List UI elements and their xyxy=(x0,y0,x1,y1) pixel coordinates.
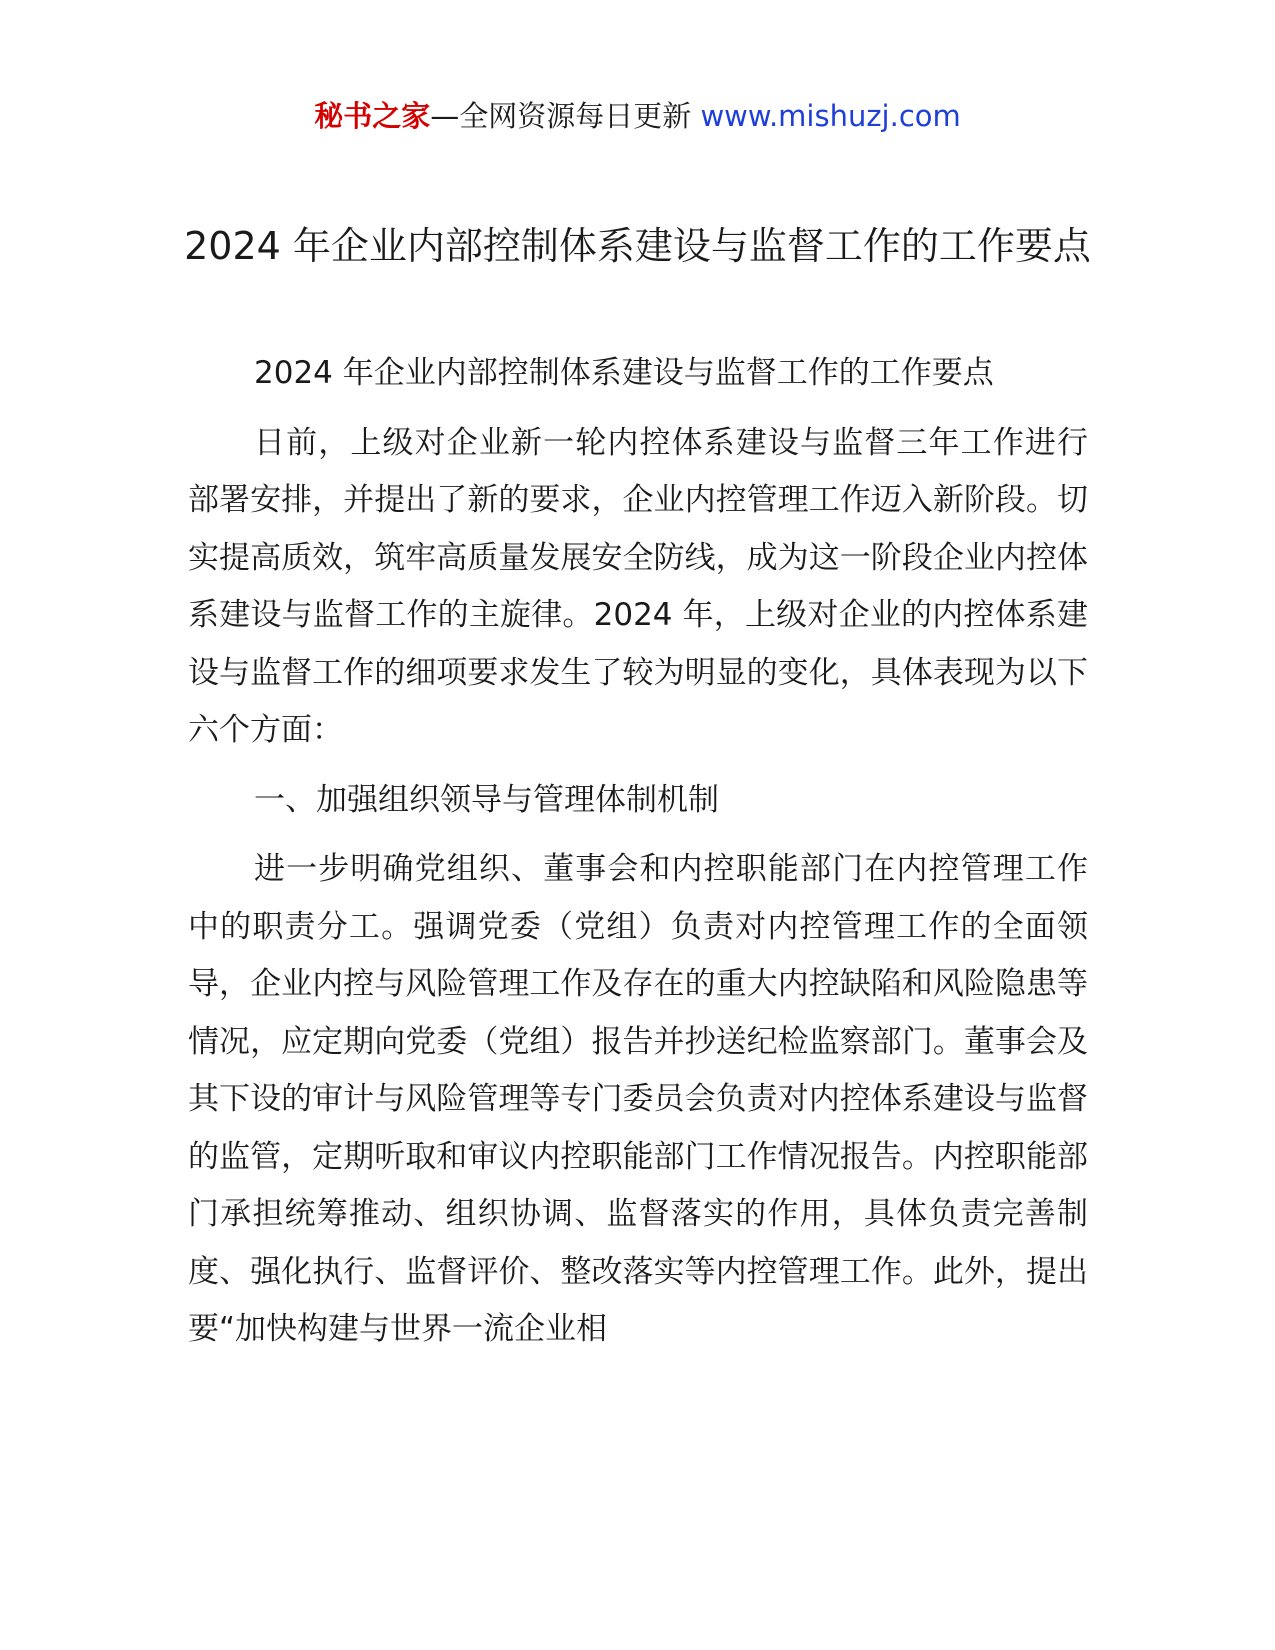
document-title: 2024 年企业内部控制体系建设与监督工作的工作要点 xyxy=(184,224,1091,268)
brand-name: 秘书之家 xyxy=(314,99,431,133)
section-heading-1: 一、加强组织领导与管理体制机制 xyxy=(254,781,719,818)
document-subtitle: 2024 年企业内部控制体系建设与监督工作的工作要点 xyxy=(254,355,994,391)
paragraph-section-1: 进一步明确党组织、董事会和内控职能部门在内控管理工作中的职责分工。强调党委（党组）负责对内控管理工作的全面领导，企业内控与风险管理工作及存在的重大内控缺陷和风险隐患等情况，应定期向党委（党组）报告并抄送纪检监察部门。董事会及其下设的审计与风险管理等专门委员会负责对内控体系建设与监督的监管，定期听取和审议内控职能部门工作情况报告。内控职能部门承担统筹推动、组织协调、监督落实的作用，具体负责完善制度、强化执行、监督评价、整改落实等内控管理工作。此外，提出要“加快构建与世界一流企业相 xyxy=(188,851,1088,1347)
header-tagline: —全网资源每日更新 xyxy=(430,99,692,133)
site-header xyxy=(0,96,1275,136)
document-body xyxy=(188,345,1088,1371)
website-link[interactable]: www.mishuzj.com xyxy=(700,99,961,133)
paragraph-intro: 日前，上级对企业新一轮内控体系建设与监督三年工作进行部署安排，并提出了新的要求，企业内控管理工作迈入新阶段。切实提高质效，筑牢高质量发展安全防线，成为这一阶段企业内控体系建设与监督工作的主旋律。2024 年，上级对企业的内控体系建设与监督工作的细项要求发生了较为明显的变化，具体表现为以下六个方面： xyxy=(188,424,1088,748)
